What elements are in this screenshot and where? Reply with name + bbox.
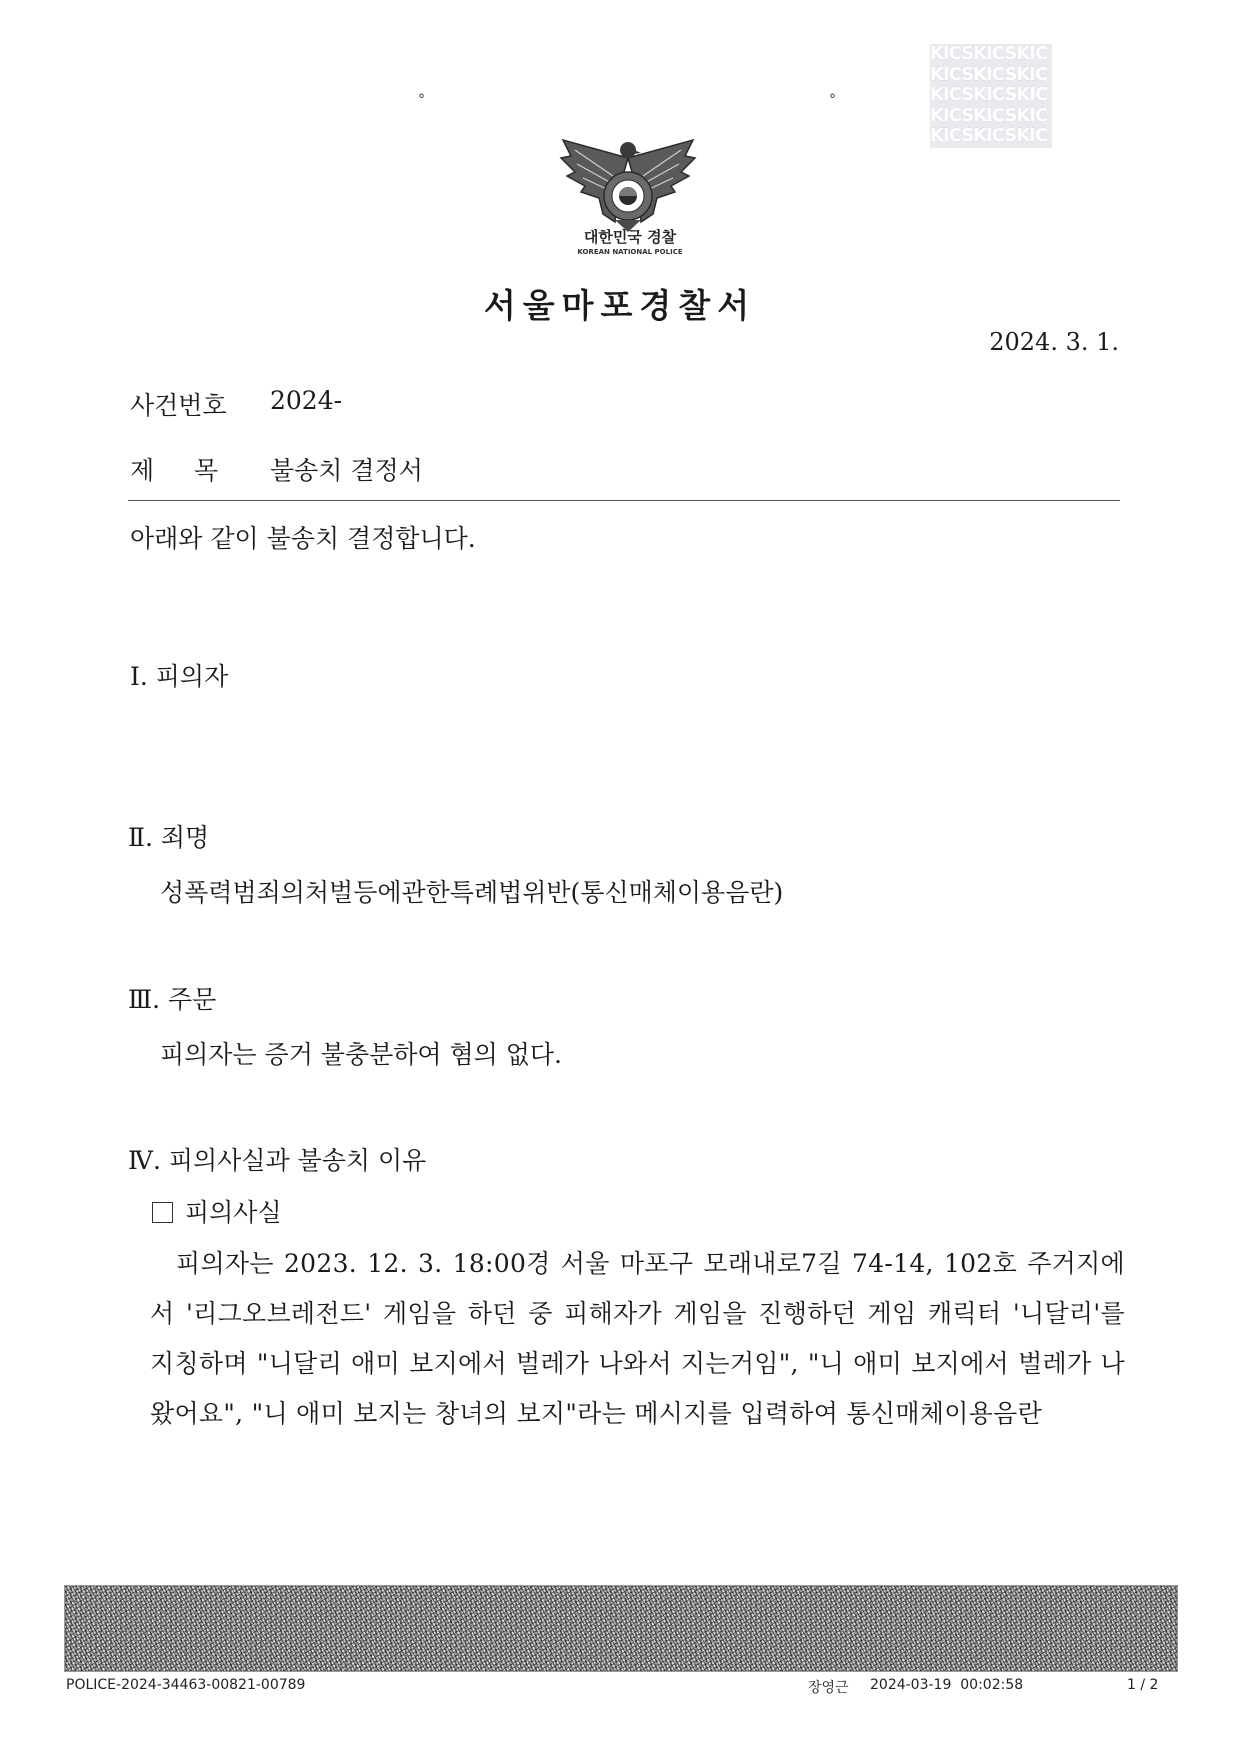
subheading-label: 피의사실 (185, 1198, 282, 1227)
watermark-line: KICSKICSKIC (930, 44, 1048, 64)
watermark-line: KICSKICSKIC (930, 63, 1048, 85)
divider (128, 500, 1120, 501)
allegation-paragraph: 피의자는 2023. 12. 3. 18:00경 서울 마포구 모래내로7길 74-14, 102호 주거지에서 '리그오브레전드' 게임을 하던 중 피해자가 게임을 진행하던 게임 캐릭터 '니달리'를 지칭하며 "니달리 애미 보지에서 벌레가 나와서 지는거임", "니 애미 보지에서 벌레가 나왔어요", "니 애미 보지는 창녀의 보지"라는 메시지를 입력하여 통신매체이용음란 (150, 1249, 1125, 1428)
emblem-name: 대한민국 경찰 (583, 228, 677, 246)
office-title: 서울마포경찰서 (483, 286, 757, 325)
emblem-subtitle: KOREAN NATIONAL POLICE (577, 248, 683, 256)
case-number-label: 사건번호 (130, 391, 227, 420)
footer-officer: 장영근 (808, 1680, 849, 1696)
footer-timestamp: 2024-03-19 00:02:58 (870, 1677, 1024, 1693)
section-3-heading: Ⅲ. 주문 (128, 985, 217, 1014)
section-4-heading: Ⅳ. 피의사실과 불송치 이유 (128, 1146, 427, 1175)
watermark-line: KICSKICSKIC (930, 104, 1048, 126)
scan-dot: ° (418, 92, 425, 108)
footer-doc-id: POLICE-2024-34463-00821-00789 (66, 1677, 306, 1693)
section-2-heading: Ⅱ. 죄명 (128, 823, 210, 852)
kics-watermark (930, 44, 1052, 148)
subject-value: 불송치 결정서 (270, 456, 423, 485)
scan-dot: ° (829, 92, 836, 108)
intro-text: 아래와 같이 불송치 결정합니다. (130, 524, 476, 553)
section-4-subheading (152, 1193, 282, 1229)
footer-page-number: 1 / 2 (1127, 1677, 1159, 1693)
watermark-line: KICSKICSKIC (930, 84, 1048, 105)
case-number-value: 2024- (270, 386, 343, 415)
section-2-body: 성폭력범죄의처벌등에관한특례법위반(통신매체이용음란) (160, 878, 784, 907)
scan-barcode (64, 1585, 1178, 1672)
subject-label: 제 목 (130, 456, 219, 485)
section-3-body: 피의자는 증거 불충분하여 혐의 없다. (160, 1040, 562, 1069)
section-1-heading: Ⅰ. 피의자 (130, 662, 229, 691)
document-date: 2024. 3. 1. (989, 328, 1119, 356)
watermark-line: KICSKICSKIC (930, 125, 1048, 146)
checkbox-icon (152, 1202, 173, 1223)
